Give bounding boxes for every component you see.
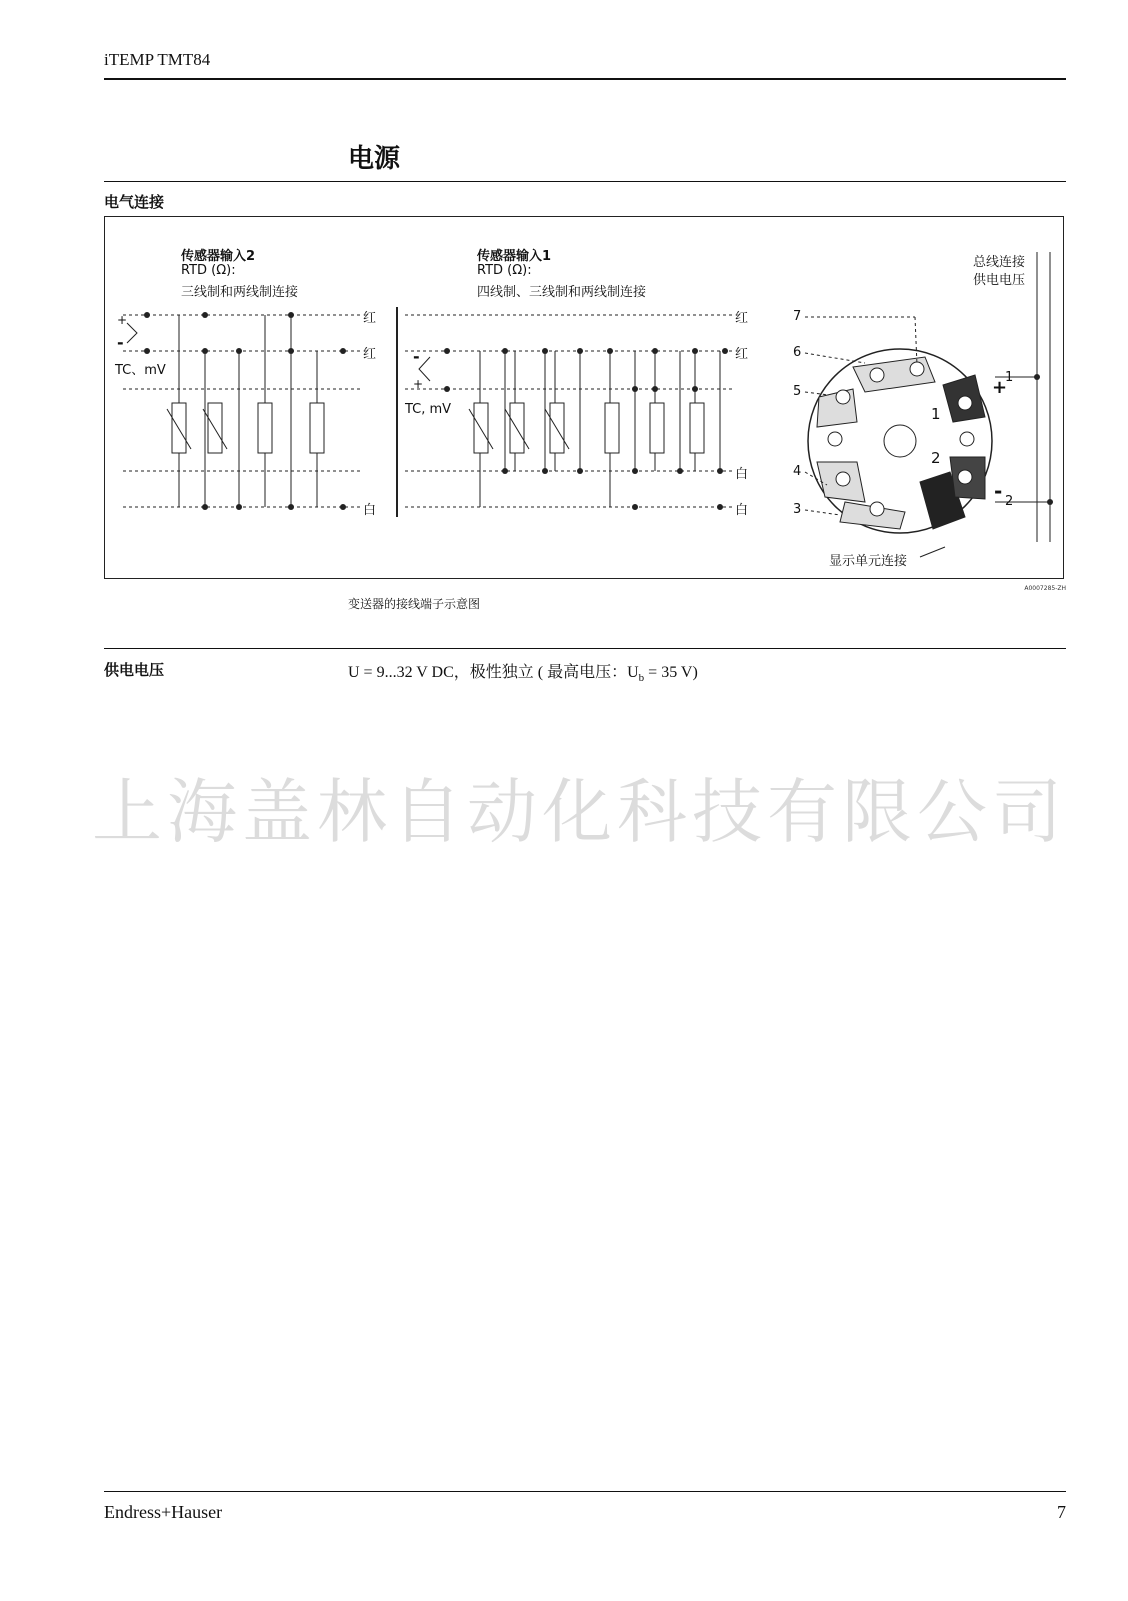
footer-brand: Endress+Hauser xyxy=(104,1502,223,1522)
bus-plus-sign: + xyxy=(992,377,1008,398)
supply-value-prefix: U = 9...32 V DC，极性独立 ( 最高电压：U xyxy=(348,664,639,681)
supply-value-suffix: = 35 V) xyxy=(644,664,698,681)
sensor1-desc: 四线制、三线制和两线制连接 xyxy=(477,285,647,300)
minus-sign-left: - xyxy=(117,333,124,352)
supply-voltage-label: 供电电压 xyxy=(104,661,165,679)
wire-white-label: 白 xyxy=(735,503,749,518)
sensor1-rtd: RTD (Ω): xyxy=(477,263,532,278)
supply-rule xyxy=(104,648,1066,649)
terminal-7-label: 7 xyxy=(793,309,802,324)
terminal-1-inner-label: 1 xyxy=(931,405,941,423)
tc-label-left: TC、mV xyxy=(115,363,166,378)
terminal-5-label: 5 xyxy=(793,384,802,399)
header-rule xyxy=(104,78,1066,80)
page-number: 7 xyxy=(1057,1502,1066,1522)
watermark: 上海盖林自动化科技有限公司 xyxy=(92,771,1067,853)
terminal-2-bus-label: 2 xyxy=(1005,494,1014,509)
plus-sign-left: + xyxy=(117,313,128,327)
section-rule xyxy=(104,181,1066,182)
section-title: 电源 xyxy=(348,144,401,174)
footer-rule xyxy=(104,1491,1066,1492)
sensor1-title: 传感器输入1 xyxy=(477,249,552,264)
tc-label-right: TC, mV xyxy=(405,402,452,417)
sensor2-rtd: RTD (Ω): xyxy=(181,263,236,278)
bus-connection-label: 总线连接 xyxy=(973,255,1026,270)
sensor2-desc: 三线制和两线制连接 xyxy=(181,285,299,300)
display-connection-label: 显示单元连接 xyxy=(829,554,908,569)
terminal-6-label: 6 xyxy=(793,345,802,360)
supply-value-subscript: b xyxy=(638,672,645,685)
figure-caption: 变送器的接线端子示意图 xyxy=(348,597,481,611)
wire-red-label: 红 xyxy=(735,347,749,362)
terminal-3-label: 3 xyxy=(793,502,802,517)
wire-red-label: 红 xyxy=(363,311,377,326)
figure-code: A0007285-ZH xyxy=(1024,585,1066,592)
minus-sign-right: - xyxy=(413,347,420,366)
wire-white-label: 白 xyxy=(735,467,749,482)
plus-sign-right: + xyxy=(413,377,424,391)
document-header-title: iTEMP TMT84 xyxy=(104,50,211,69)
sensor2-title: 传感器输入2 xyxy=(181,249,256,264)
supply-voltage-value xyxy=(348,659,698,684)
terminal-1-bus-label: 1 xyxy=(1005,370,1014,385)
wire-red-label: 红 xyxy=(363,347,377,362)
bus-minus-sign: - xyxy=(994,479,1003,503)
terminal-4-label: 4 xyxy=(793,464,802,479)
wire-white-label: 白 xyxy=(363,503,377,518)
electrical-connection-label: 电气连接 xyxy=(104,193,165,211)
wire-red-label: 红 xyxy=(735,311,749,326)
supply-voltage-diagram-label: 供电电压 xyxy=(973,273,1026,288)
wiring-diagram xyxy=(104,216,1064,579)
terminal-2-inner-label: 2 xyxy=(931,449,941,467)
